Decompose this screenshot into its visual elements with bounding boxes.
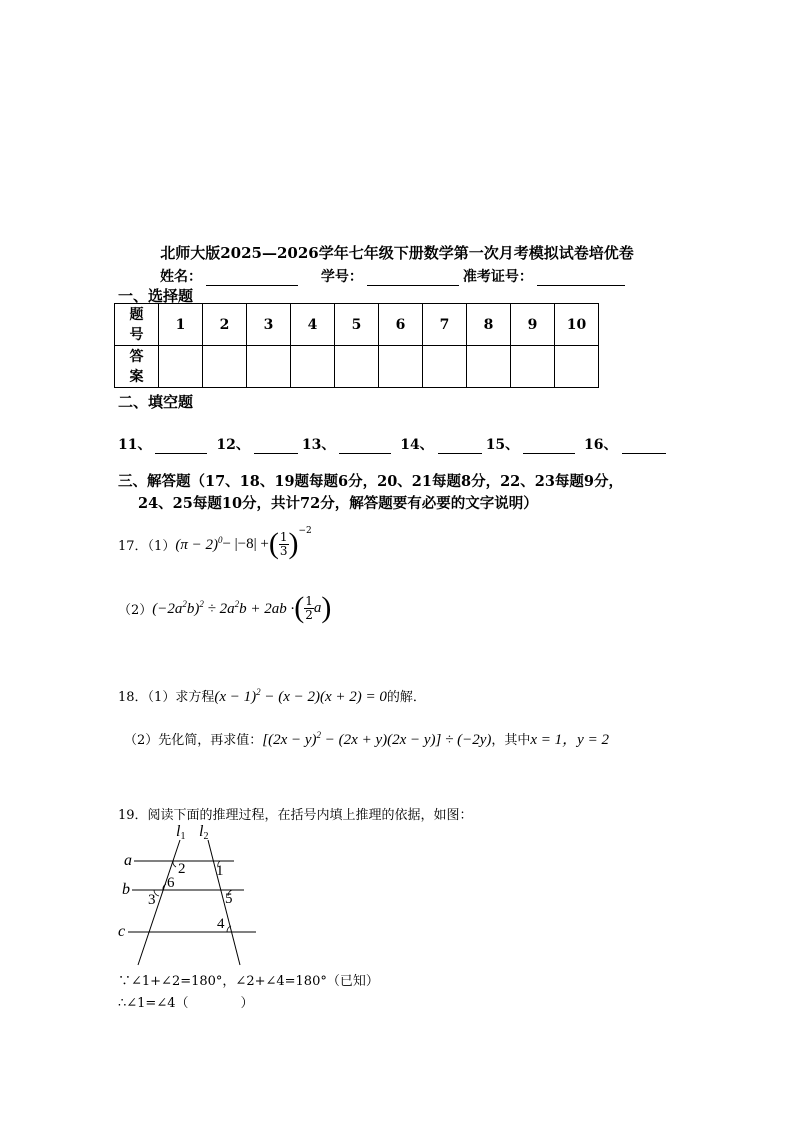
label-angle-6: 6 — [167, 875, 175, 891]
number-cell: 4 — [291, 304, 335, 346]
q17-p2-expr: $(-2a^2b)^2 \div 2a^2b + 2ab$ · — [152, 598, 295, 617]
table-row-numbers — [115, 304, 599, 346]
exam-label: 准考证号： — [462, 269, 533, 285]
label-angle-5: 5 — [225, 891, 233, 907]
number-cell: 9 — [511, 304, 555, 346]
label-a: a — [124, 852, 132, 869]
question-19-text: 19．阅读下面的推理过程，在括号内填上推理的依据，如图： — [118, 808, 473, 823]
section-solve-heading-line2: 24、25每题10分，共计72分，解答题要有必要的文字说明） — [138, 495, 538, 512]
header-cell-number: 题 号 — [115, 304, 159, 346]
q17-p2-fraction: $\frac{1}{2}$ — [305, 593, 313, 622]
header-cell-answer: 答 案 — [115, 346, 159, 388]
q19-reasoning-line2[interactable]: ∴∠1=∠4（ ） — [118, 996, 254, 1011]
number-cell: 7 — [423, 304, 467, 346]
q17-term-a: $(\pi - 2)^0$ — [175, 534, 223, 553]
question-18-part2: （2）先化简，再求值：$[(2x - y)^2 - (2x + y)(2x - y)] \div (-2y)$，其中x = 1，y = 2 — [124, 730, 609, 748]
q17-label: 17．（1） — [118, 538, 176, 554]
number-cell: 2 — [203, 304, 247, 346]
number-cell: 10 — [555, 304, 599, 346]
answer-cell[interactable] — [379, 346, 423, 388]
q19-reasoning-line1: ∵∠1+∠2=180°，∠2+∠4=180°（已知） — [118, 974, 379, 989]
fill-blank-15[interactable] — [523, 439, 575, 454]
q17-part2-label: （2） — [118, 602, 153, 618]
answer-cell[interactable] — [203, 346, 247, 388]
student-info — [160, 266, 629, 286]
label-l2: l2 — [199, 823, 209, 842]
number-cell: 3 — [247, 304, 291, 346]
line-l2 — [208, 840, 240, 965]
fill-label-14: 14、 — [400, 437, 434, 453]
number-cell: 5 — [335, 304, 379, 346]
name-blank[interactable] — [206, 271, 298, 286]
answer-table — [114, 303, 599, 388]
page-title: 北师大版2025—2026学年七年级下册数学第一次月考模拟试卷培优卷 — [160, 244, 634, 262]
label-b: b — [122, 881, 130, 898]
angle-2-arc — [173, 861, 176, 867]
q18-condition: x = 1，y = 2 — [530, 732, 609, 748]
fill-blank-13[interactable] — [339, 439, 391, 454]
fill-label-15: 15、 — [485, 437, 520, 453]
section-solve-heading-line1: 三、解答题（17、18、19题每题6分，20、21每题8分，22、23每题9分， — [118, 473, 624, 490]
fill-label-12: 12、 — [216, 437, 250, 453]
question-17-part2: （2） $(-2a^2b)^2 \div 2a^2b + 2ab$ · ( $\frac{1}{2}$ a ) — [118, 591, 332, 624]
label-c: c — [118, 923, 126, 940]
q17-term-b: − |−8| + — [222, 535, 269, 552]
q17-fraction: $\frac{1}{3}$ — [279, 529, 288, 558]
question-18-part1: 18．（1）求方程$(x - 1)^2 - (x - 2)(x + 2) = 0$的解． — [118, 687, 426, 705]
answer-cell[interactable] — [555, 346, 599, 388]
name-label: 姓名： — [160, 269, 202, 285]
exam-blank[interactable] — [537, 271, 625, 286]
question-17-part1: 17．（1） $(\pi - 2)^0$ − |−8| + ( $\frac{1}{3}$ ) $^{-2}$ — [118, 526, 312, 560]
fill-label-16: 16、 — [584, 437, 618, 453]
number-cell: 1 — [159, 304, 203, 346]
fill-label-13: 13、 — [301, 437, 336, 453]
q18-expression: $[(2x - y)^2 - (2x + y)(2x - y)] \div (-2y)$ — [262, 730, 492, 748]
number-cell: 6 — [379, 304, 423, 346]
label-angle-1: 1 — [216, 863, 224, 879]
fill-in-row — [118, 434, 670, 454]
answer-cell[interactable] — [291, 346, 335, 388]
answer-cell[interactable] — [467, 346, 511, 388]
label-angle-4: 4 — [217, 916, 225, 932]
q17-exponent: −2 — [298, 526, 312, 536]
fill-blank-12[interactable] — [254, 439, 298, 454]
id-blank[interactable] — [367, 271, 459, 286]
answer-cell[interactable] — [511, 346, 555, 388]
label-angle-3: 3 — [148, 892, 156, 908]
answer-cell[interactable] — [247, 346, 291, 388]
line-l1 — [138, 840, 180, 965]
answer-cell[interactable] — [335, 346, 379, 388]
q18-equation: $(x - 1)^2 - (x - 2)(x + 2) = 0$ — [214, 687, 387, 705]
fill-blank-11[interactable] — [155, 439, 207, 454]
section-choice-heading: 一、选择题 — [118, 287, 194, 305]
number-cell: 8 — [467, 304, 511, 346]
section-fill-heading: 二、填空题 — [118, 393, 194, 411]
parallel-lines-diagram — [110, 820, 280, 970]
fill-label-11: 11、 — [118, 437, 152, 453]
answer-cell[interactable] — [423, 346, 467, 388]
id-label: 学号： — [320, 269, 363, 285]
table-row-answers — [115, 346, 599, 388]
label-l1: l1 — [176, 823, 186, 842]
fill-blank-14[interactable] — [438, 439, 482, 454]
label-angle-2: 2 — [178, 861, 186, 877]
fill-blank-16[interactable] — [622, 439, 666, 454]
answer-cell[interactable] — [159, 346, 203, 388]
